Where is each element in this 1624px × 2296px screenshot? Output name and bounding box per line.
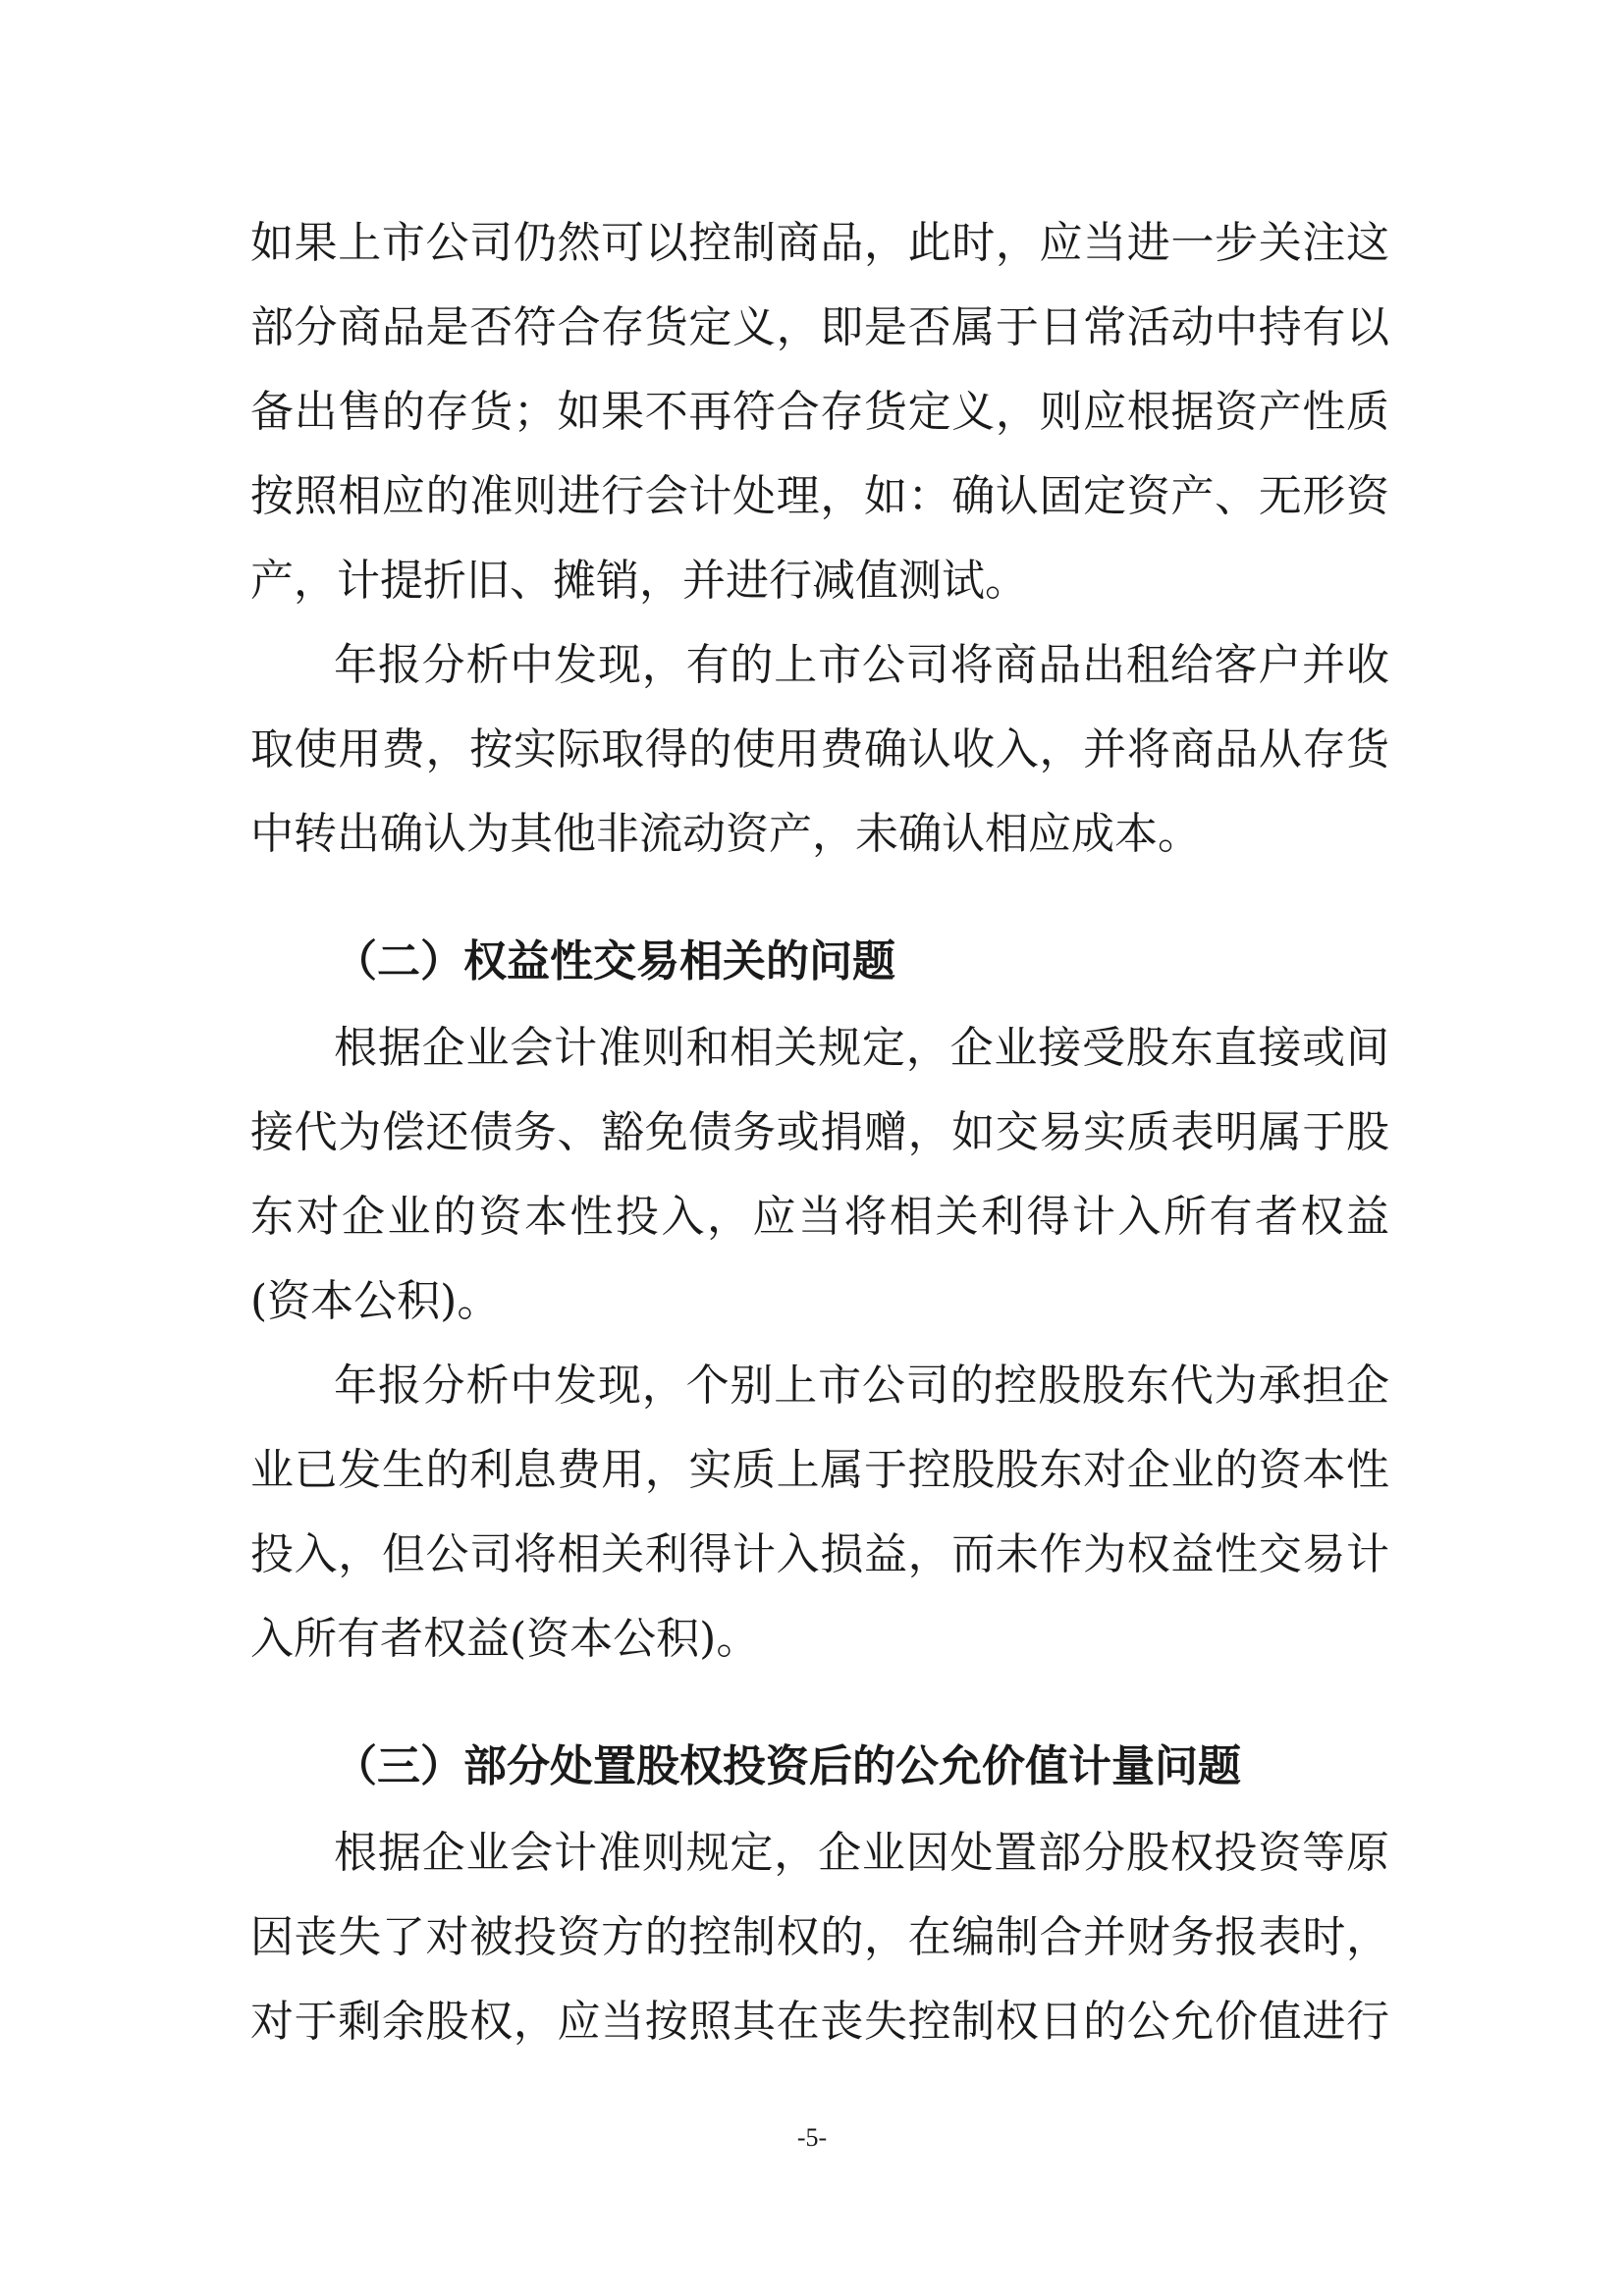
paragraph-line: 东对企业的资本性投入，应当将相关利得计入所有者权益: [250, 1192, 1389, 1242]
paragraph-line: 业已发生的利息费用，实质上属于控股股东对企业的资本性: [250, 1445, 1389, 1495]
section-heading: （二）权益性交易相关的问题: [334, 936, 895, 987]
paragraph-line: 年报分析中发现，有的上市公司将商品出租给客户并收: [334, 640, 1389, 690]
paragraph-line: 产，计提折旧、摊销，并进行减值测试。: [250, 556, 1028, 606]
section-heading: （三）部分处置股权投资后的公允价值计量问题: [334, 1741, 1241, 1791]
paragraph-line: 根据企业会计准则规定，企业因处置部分股权投资等原: [334, 1828, 1389, 1878]
paragraph-line: 因丧失了对被投资方的控制权的，在编制合并财务报表时，: [250, 1912, 1389, 1962]
paragraph-line: 接代为偿还债务、豁免债务或捐赠，如交易实质表明属于股: [250, 1107, 1389, 1157]
paragraph-line: 投入，但公司将相关利得计入损益，而未作为权益性交易计: [250, 1529, 1389, 1579]
paragraph-line: 部分商品是否符合存货定义，即是否属于日常活动中持有以: [250, 302, 1389, 352]
paragraph-line: 如果上市公司仍然可以控制商品，此时，应当进一步关注这: [250, 218, 1389, 268]
paragraph-line: 对于剩余股权，应当按照其在丧失控制权日的公允价值进行: [250, 1997, 1389, 2047]
paragraph-line: 中转出确认为其他非流动资产，未确认相应成本。: [250, 809, 1201, 859]
paragraph-line: 年报分析中发现，个别上市公司的控股股东代为承担企: [334, 1361, 1389, 1411]
paragraph-line: 取使用费，按实际取得的使用费确认收入，并将商品从存货: [250, 724, 1389, 774]
paragraph-line: 入所有者权益(资本公积)。: [250, 1614, 760, 1664]
paragraph-line: 备出售的存货；如果不再符合存货定义，则应根据资产性质: [250, 387, 1389, 437]
paragraph-line: 按照相应的准则进行会计处理，如：确认固定资产、无形资: [250, 471, 1389, 521]
paragraph-line: 根据企业会计准则和相关规定，企业接受股东直接或间: [334, 1023, 1389, 1073]
paragraph-line: (资本公积)。: [250, 1276, 501, 1326]
page-number: -5-: [796, 2123, 828, 2152]
